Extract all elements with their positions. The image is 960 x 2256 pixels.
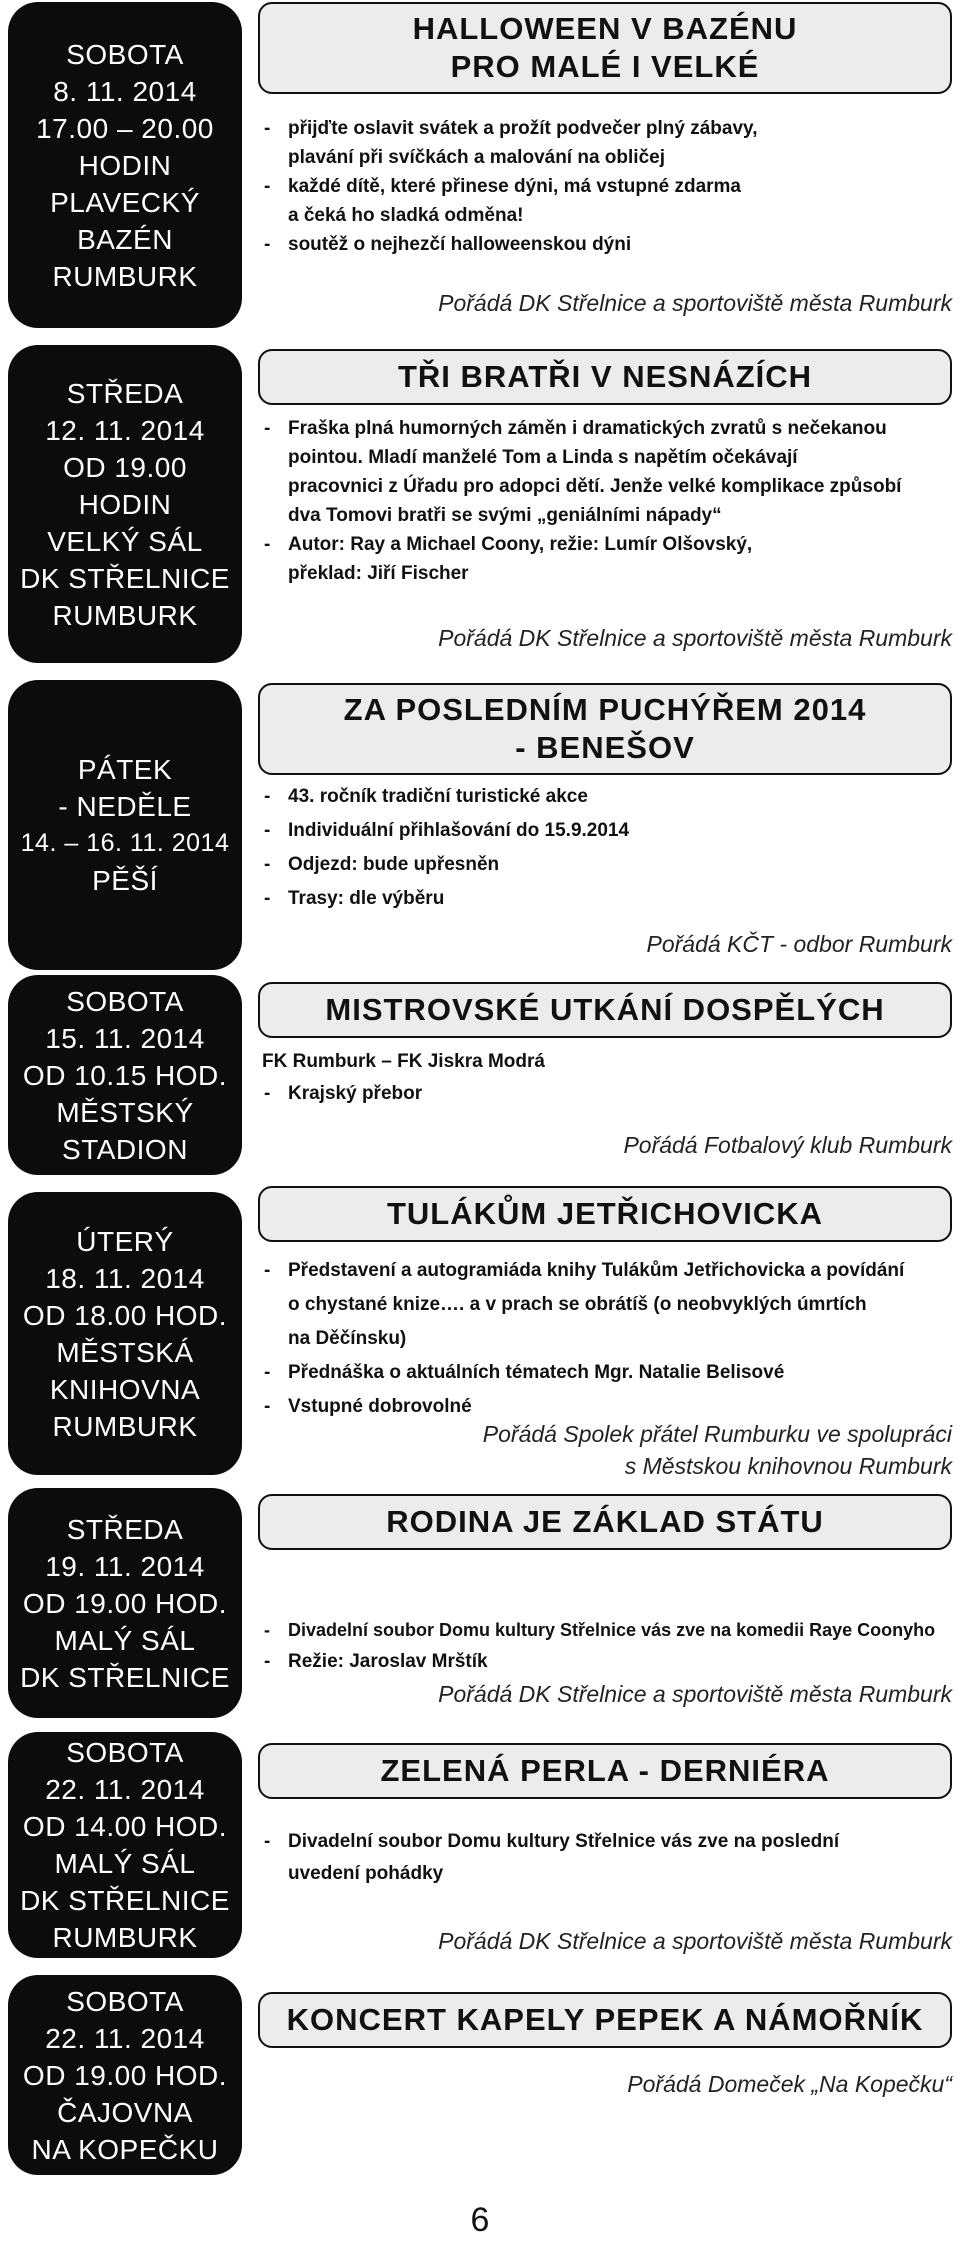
detail-line: - přijďte oslavit svátek a prožít podvečer plný zábavy,	[262, 114, 952, 143]
event-6-title	[258, 1494, 952, 1550]
date-line: MALÝ SÁL	[54, 1624, 196, 1656]
event-8-title	[258, 1992, 952, 2048]
organizer-line: s Městskou knihovnou Rumburk	[624, 1453, 952, 1479]
detail-line: - Autor: Ray a Michael Coony, režie: Lumír Olšovský,	[262, 530, 952, 559]
date-line: SOBOTA	[66, 1985, 184, 2017]
event-5-details	[262, 1254, 952, 1424]
date-line: - NEDĚLE	[58, 791, 192, 822]
event-4-details	[262, 1046, 952, 1110]
date-line: MĚSTSKÁ	[56, 1336, 194, 1368]
detail-line: - Trasy: dle výběru	[262, 882, 952, 916]
date-line: OD 19.00	[63, 451, 187, 483]
date-line: BAZÉN	[77, 223, 173, 255]
detail-line: - Divadelní soubor Domu kultury Střelnice vás zve na poslední	[262, 1826, 952, 1858]
date-line: MĚSTSKÝ	[56, 1096, 194, 1128]
detail-line: - Krajský přebor	[262, 1078, 952, 1110]
date-line: RUMBURK	[52, 260, 198, 292]
title-line: ZA POSLEDNÍM PUCHÝŘEM 2014	[343, 692, 867, 727]
date-line: OD 19.00 HOD.	[22, 2059, 228, 2091]
event-7-organizer: Pořádá DK Střelnice a sportoviště města Rumburk	[438, 1928, 952, 1954]
event-1-title	[258, 2, 952, 94]
date-line: OD 10.15 HOD.	[22, 1059, 228, 1091]
date-line: STŘEDA	[66, 1513, 184, 1545]
date-line: MALÝ SÁL	[54, 1848, 196, 1879]
title-line: KONCERT KAPELY PEPEK A NÁMOŘNÍK	[286, 2002, 924, 2037]
date-line: DK STŘELNICE	[20, 562, 230, 594]
date-line: VELKÝ SÁL	[47, 525, 203, 557]
detail-line: FK Rumburk – FK Jiskra Modrá	[262, 1051, 545, 1072]
date-line: 14. – 16. 11. 2014	[20, 829, 230, 857]
event-4-organizer: Pořádá Fotbalový klub Rumburk	[623, 1132, 952, 1158]
date-line: PLAVECKÝ	[50, 186, 200, 218]
title-line: PRO MALÉ I VELKÉ	[450, 49, 760, 84]
event-6-details	[262, 1614, 952, 1678]
date-line: SOBOTA	[66, 985, 184, 1017]
title-line: TŘI BRATŘI V NESNÁZÍCH	[397, 359, 813, 394]
event-7-title	[258, 1743, 952, 1799]
event-3-date-box	[8, 680, 242, 970]
event-5-organizer	[262, 1418, 952, 1482]
event-1-details	[262, 114, 952, 259]
detail-line: - soutěž o nejhezčí halloweenskou dýni	[262, 230, 952, 259]
title-line: ZELENÁ PERLA - DERNIÉRA	[380, 1753, 830, 1788]
detail-line: na Děčínsku)	[288, 1328, 407, 1349]
event-6-date-box	[8, 1488, 242, 1718]
date-line: KNIHOVNA	[49, 1373, 201, 1405]
detail-line: - Představení a autogramiáda knihy Tulákům Jetřichovicka a povídání	[262, 1254, 952, 1288]
event-3-details	[262, 780, 952, 916]
date-line: STŘEDA	[66, 377, 184, 409]
date-line: 18. 11. 2014	[45, 1262, 205, 1294]
date-line: STADION	[62, 1133, 188, 1165]
event-7-date-box	[8, 1732, 242, 1958]
date-line: 8. 11. 2014	[53, 75, 197, 107]
detail-line: - Odjezd: bude upřesněn	[262, 848, 952, 882]
detail-line: - Divadelní soubor Domu kultury Střelnice vás zve na komedii Raye Coonyho	[262, 1614, 952, 1646]
detail-line: plavání při svíčkách a malování na obličej	[288, 147, 665, 168]
date-line: NA KOPEČKU	[31, 2133, 219, 2165]
date-line: PÁTEK	[77, 754, 173, 785]
title-line: TULÁKŮM JETŘICHOVICKA	[386, 1196, 824, 1231]
detail-line: - Přednáška o aktuálních tématech Mgr. Natalie Belisové	[262, 1356, 952, 1390]
detail-line: překlad: Jiří Fischer	[288, 563, 469, 584]
date-line: SOBOTA	[66, 1737, 184, 1768]
date-line: 15. 11. 2014	[45, 1022, 205, 1054]
event-2-details	[262, 414, 952, 588]
detail-line: uvedení pohádky	[288, 1863, 444, 1884]
organizer-line: Pořádá Spolek přátel Rumburku ve spolupráci	[482, 1421, 952, 1447]
date-line: ČAJOVNA	[57, 2096, 193, 2128]
date-line: RUMBURK	[52, 599, 198, 631]
event-2-title	[258, 349, 952, 405]
detail-line: - každé dítě, které přinese dýni, má vstupné zdarma	[262, 172, 952, 201]
event-5-title	[258, 1186, 952, 1242]
date-line: OD 19.00 HOD.	[22, 1587, 228, 1619]
page-number: 6	[470, 2201, 490, 2239]
date-line: DK STŘELNICE	[20, 1885, 230, 1916]
date-line: RUMBURK	[52, 1410, 198, 1442]
date-line: OD 18.00 HOD.	[22, 1299, 228, 1331]
title-line: MISTROVSKÉ UTKÁNÍ DOSPĚLÝCH	[325, 992, 885, 1027]
date-line: OD 14.00 HOD.	[22, 1811, 228, 1842]
detail-line: dva Tomovi bratři se svými „geniálními nápady“	[288, 505, 722, 526]
date-line: 22. 11. 2014	[45, 2022, 205, 2054]
title-line: HALLOWEEN V BAZÉNU	[412, 11, 798, 46]
date-line: HODIN	[78, 149, 172, 181]
date-line: DK STŘELNICE	[20, 1661, 230, 1693]
event-4-date-box	[8, 975, 242, 1175]
event-5-date-box	[8, 1192, 242, 1475]
date-line: ÚTERÝ	[76, 1225, 174, 1257]
date-line: 22. 11. 2014	[45, 1774, 205, 1805]
date-line: 12. 11. 2014	[45, 414, 205, 446]
detail-line: - 43. ročník tradiční turistické akce	[262, 780, 952, 814]
event-8-organizer: Pořádá Domeček „Na Kopečku“	[627, 2071, 952, 2097]
date-line: PĚŠÍ	[92, 865, 158, 896]
detail-line: pointou. Mladí manželé Tom a Linda s napětím očekávají	[288, 447, 798, 468]
event-6-organizer: Pořádá DK Střelnice a sportoviště města Rumburk	[438, 1681, 952, 1707]
detail-line: o chystané knize…. a v prach se obrátíš (o neobvyklých úmrtích	[288, 1294, 867, 1315]
event-7-details	[262, 1826, 952, 1890]
date-line: 19. 11. 2014	[45, 1550, 205, 1582]
detail-line: - Režie: Jaroslav Mrštík	[262, 1646, 952, 1678]
detail-line: a čeká ho sladká odměna!	[288, 205, 524, 226]
date-line: 17.00 – 20.00	[36, 112, 214, 144]
event-2-organizer: Pořádá DK Střelnice a sportoviště města Rumburk	[438, 625, 952, 651]
event-3-organizer: Pořádá KČT - odbor Rumburk	[646, 931, 952, 957]
event-1-organizer: Pořádá DK Střelnice a sportoviště města Rumburk	[438, 290, 952, 316]
detail-line: pracovnici z Úřadu pro adopci dětí. Jenže velké komplikace způsobí	[288, 476, 902, 497]
detail-line: - Individuální přihlašování do 15.9.2014	[262, 814, 952, 848]
title-line: RODINA JE ZÁKLAD STÁTU	[386, 1504, 824, 1539]
event-4-title	[258, 982, 952, 1038]
date-line: HODIN	[78, 488, 172, 520]
date-line: RUMBURK	[52, 1922, 198, 1953]
detail-line: - Vstupné dobrovolné	[262, 1390, 952, 1424]
title-line: - BENEŠOV	[515, 730, 695, 765]
event-2-date-box	[8, 345, 242, 663]
event-8-date-box	[8, 1975, 242, 2175]
detail-line: - Fraška plná humorných záměn i dramatických zvratů s nečekanou	[262, 414, 952, 443]
event-3-title	[258, 683, 952, 775]
date-line: SOBOTA	[66, 38, 184, 70]
event-1-date-box	[8, 2, 242, 328]
